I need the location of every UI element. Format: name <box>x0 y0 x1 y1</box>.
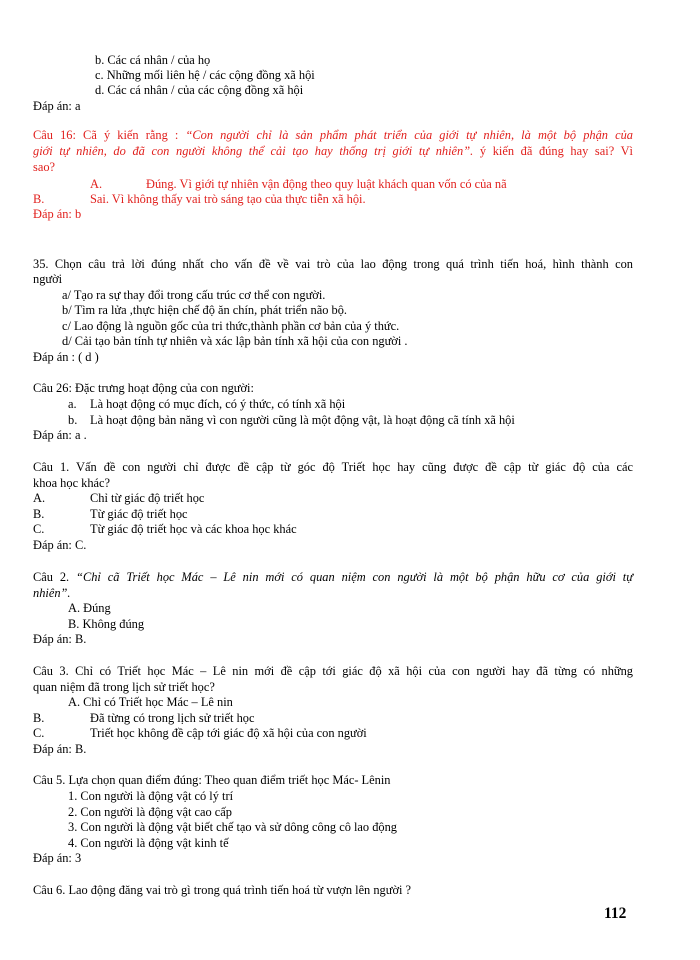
question-6-line-1: Câu 6. Lao động đăng vai trò gì trong quá trình tiến hoá từ vượn lên người ? <box>33 883 412 897</box>
answer-line: Đáp án: B. <box>33 742 87 756</box>
option-b-text: Sai. Vì không thấy vai trò sáng tạo của thực tiễn xã hội. <box>90 192 366 206</box>
option-d: d/ Cải tạo bản tính tự nhiên và xác lập bản tính xã hội của con người . <box>62 334 408 348</box>
option-b-text: Đã từng có trong lịch sử triết học <box>90 711 255 725</box>
option-c: c/ Lao động là nguồn gốc của tri thức,thành phần cơ bản của ý thức. <box>62 319 400 333</box>
option-c-letter: C. <box>33 522 45 536</box>
answer-line: Đáp án: C. <box>33 538 87 552</box>
question-16-line-2 <box>33 144 633 159</box>
option-a-letter: a. <box>68 397 77 411</box>
answer-line: Đáp án: B. <box>33 632 87 646</box>
option-c-letter: C. <box>33 726 45 740</box>
option-b-letter: b. <box>68 413 78 427</box>
question-26-line-1: Câu 26: Đặc trưng hoạt động của con người: <box>33 381 254 395</box>
answer-line: Đáp án : ( d ) <box>33 350 99 364</box>
option-a: a/ Tạo ra sự thay đổi trong cấu trúc cơ thể con người. <box>62 288 326 302</box>
question-2-quote-2: nhiên”. <box>33 586 71 600</box>
option-b: B. Không đúng <box>68 617 145 631</box>
option-4: 4. Con người là động vật kinh tế <box>68 836 229 850</box>
question-16-quote-1: “Con người chỉ là sản phẩm phát triển của giới tự nhiên, là một bộ phận của <box>185 128 633 142</box>
question-16-quote-2: giới tự nhiên, do đã con người không thể cải tạo hay thống trị giới tự nhiên”. <box>33 144 474 158</box>
answer-line: Đáp án: b <box>33 207 82 221</box>
option-c-text: Từ giác độ triết học và các khoa học khác <box>90 522 297 536</box>
option-a: A. Đúng <box>68 601 111 615</box>
question-2-lead: Câu 2. <box>33 570 77 584</box>
option-b-letter: B. <box>33 192 45 206</box>
question-16-tail: ý kiến đã đúng hay sai? Vì <box>473 144 634 158</box>
option-a-text: Là hoạt động có mục đích, có ý thức, có tính xã hội <box>90 397 346 411</box>
option-b-text: Là hoạt động bản năng vì con người cũng là một động vật, là hoạt động cã tính xã hội <box>90 413 515 427</box>
option-b-text: Từ giác độ triết học <box>90 507 188 521</box>
question-2-line-1 <box>33 570 633 585</box>
question-5-line-1: Câu 5. Lựa chọn quan điểm đúng: Theo quan điểm triết học Mác- Lênin <box>33 773 391 787</box>
option-a-letter: A. <box>90 177 103 191</box>
question-2-line-2 <box>33 586 71 601</box>
question-1-line-2: khoa học khác? <box>33 476 111 490</box>
answer-line: Đáp án: 3 <box>33 851 82 865</box>
question-16-line-1 <box>33 128 633 143</box>
option-c-text: Triết học không đề cập tới giác độ xã hội của con người <box>90 726 367 740</box>
option-a-text: Chỉ từ giác độ triết học <box>90 491 205 505</box>
question-3-line-2: quan niệm đã trong lịch sử triết học? <box>33 680 215 694</box>
option-a-text: Đúng. Vì giới tự nhiên vận động theo quy luật khách quan vốn có của nã <box>146 177 507 191</box>
option-c: c. Những mối liên hệ / các cộng đồng xã hội <box>95 68 315 82</box>
question-16-line-3: sao? <box>33 160 56 174</box>
question-16-lead: Câu 16: Cã ý kiến rằng : <box>33 128 186 142</box>
question-3-line-1: Câu 3. Chỉ có Triết học Mác – Lê nin mới đề cập tới giác độ xã hội của con người hay đã từng có những <box>33 664 633 678</box>
option-1: 1. Con người là động vật có lý trí <box>68 789 234 803</box>
option-b-letter: B. <box>33 507 45 521</box>
answer-line: Đáp án: a <box>33 99 81 113</box>
answer-line: Đáp án: a . <box>33 428 87 442</box>
option-b-letter: B. <box>33 711 45 725</box>
question-2-quote-1: “Chỉ cã Triết học Mác – Lê nin mới có quan niệm con người là một bộ phận hữu cơ của giới tự <box>76 570 633 584</box>
option-d: d. Các cá nhân / của các cộng đồng xã hội <box>95 83 304 97</box>
question-1-line-1: Câu 1. Vấn đề con người chỉ được đề cập từ góc độ Triết học hay cũng được đề cập từ giác độ của các <box>33 460 633 474</box>
question-35-line-2: người <box>33 272 63 286</box>
option-b: b/ Tìm ra lửa ,thực hiện chế độ ăn chín, phát triển não bộ. <box>62 303 348 317</box>
option-2: 2. Con người là động vật cao cấp <box>68 805 232 819</box>
option-a: A. Chỉ có Triết học Mác – Lê nin <box>68 695 233 709</box>
option-3: 3. Con người là động vật biết chế tạo và sử dông công cô lao động <box>68 820 397 834</box>
page-number: 112 <box>604 905 627 922</box>
question-35-line-1: 35. Chọn câu trả lời đúng nhất cho vấn đề về vai trò của lao động trong quá trình tiến hoá, hình thành con <box>33 257 633 271</box>
option-b: b. Các cá nhân / của họ <box>95 53 211 67</box>
option-a-letter: A. <box>33 491 46 505</box>
